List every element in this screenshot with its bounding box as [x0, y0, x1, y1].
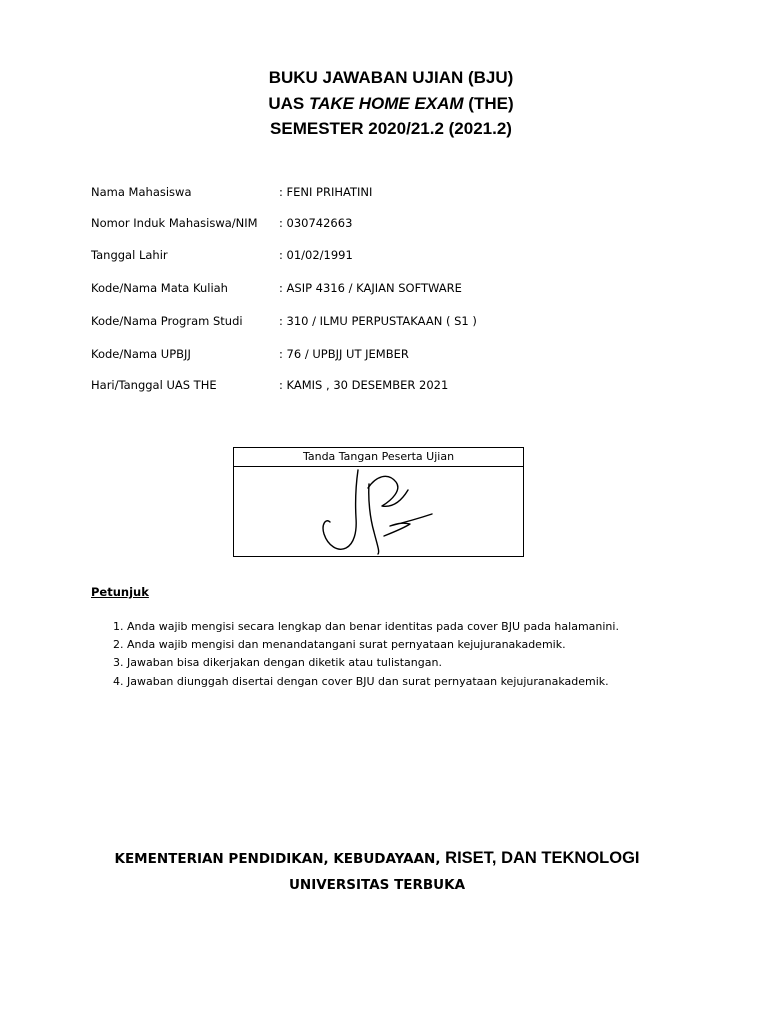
identity-row-course — [91, 279, 691, 297]
instruction-item: 4. Jawaban diunggah disertai dengan cover BJU dan surat pernyataan kejujuranakademik. — [113, 675, 609, 688]
identity-row-exam-date — [91, 376, 691, 394]
instruction-item: 1. Anda wajib mengisi secara lengkap dan benar identitas pada cover BJU pada halamanini. — [113, 620, 619, 633]
identity-label: Tanggal Lahir — [91, 248, 168, 262]
identity-row-upbjj — [91, 345, 691, 363]
instructions-heading: Petunjuk — [91, 585, 149, 599]
identity-value: : 01/02/1991 — [279, 248, 353, 262]
exam-type-prefix: UAS — [268, 94, 309, 113]
identity-label: Kode/Nama Program Studi — [91, 314, 243, 328]
instruction-item: 2. Anda wajib mengisi dan menandatangani surat pernyataan kejujuranakademik. — [113, 638, 566, 651]
identity-label: Nomor Induk Mahasiswa/NIM — [91, 216, 258, 230]
identity-value: : 310 / ILMU PERPUSTAKAAN ( S1 ) — [279, 314, 477, 328]
identity-value: : 030742663 — [279, 216, 353, 230]
identity-value: : KAMIS , 30 DESEMBER 2021 — [279, 378, 449, 392]
identity-label: Hari/Tanggal UAS THE — [91, 378, 217, 392]
ministry-name-suffix: RISET, DAN TEKNOLOGI — [445, 849, 640, 867]
identity-value: : 76 / UPBJJ UT JEMBER — [279, 347, 409, 361]
identity-label: Kode/Nama Mata Kuliah — [91, 281, 228, 295]
instruction-item: 3. Jawaban bisa dikerjakan dengan diketik atau tulistangan. — [113, 656, 442, 669]
exam-type-title — [0, 94, 768, 114]
signature-box — [233, 447, 524, 557]
signature-image — [234, 466, 523, 556]
university-name: UNIVERSITAS TERBUKA — [288, 877, 466, 893]
ministry-name — [0, 849, 754, 868]
identity-row-name — [91, 183, 691, 201]
identity-label: Nama Mahasiswa — [91, 185, 192, 199]
identity-label: Kode/Nama UPBJJ — [91, 347, 191, 361]
identity-value: : FENI PRIHATINI — [279, 185, 373, 199]
exam-type-italic: TAKE HOME EXAM — [309, 94, 464, 113]
signature-heading: Tanda Tangan Peserta Ujian — [234, 448, 523, 467]
identity-row-birthdate — [91, 246, 691, 264]
exam-type-suffix: (THE) — [463, 94, 514, 113]
identity-value: : ASIP 4316 / KAJIAN SOFTWARE — [279, 281, 462, 295]
document-title: BUKU JAWABAN UJIAN (BJU) — [268, 68, 514, 87]
identity-row-program — [91, 312, 691, 330]
ministry-name-prefix: KEMENTERIAN PENDIDIKAN, KEBUDAYAAN, — [114, 851, 446, 867]
semester-title: SEMESTER 2020/21.2 (2021.2) — [270, 119, 512, 138]
identity-row-nim — [91, 214, 691, 232]
